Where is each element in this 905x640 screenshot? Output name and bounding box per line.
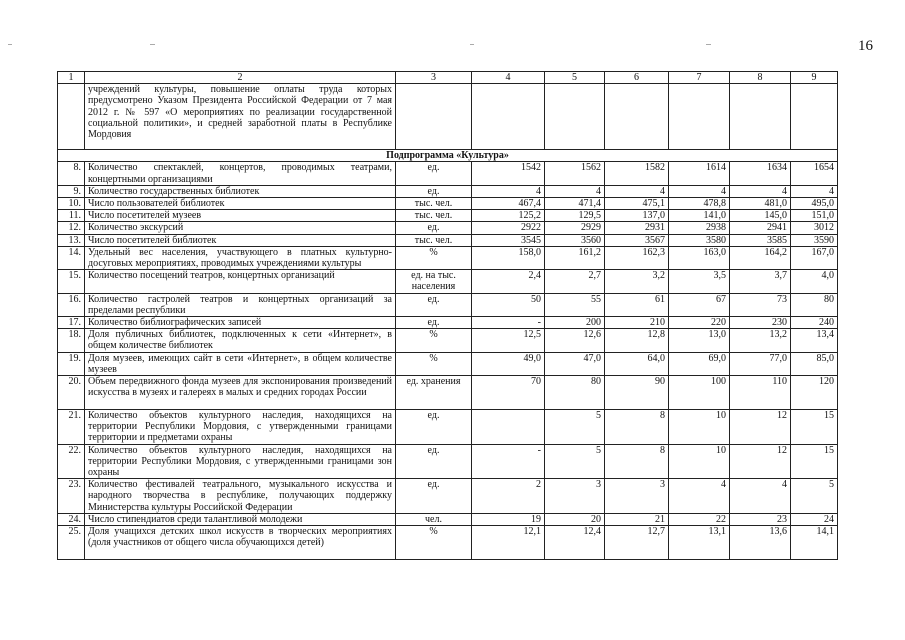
- table-row: [58, 222, 838, 234]
- value-cell: 495,0: [791, 198, 838, 210]
- value-cell: 5: [545, 410, 605, 445]
- table-row: [58, 444, 838, 479]
- unit: ед. хранения: [396, 376, 472, 410]
- indicator-name: Доля публичных библиотек, подключенных к сети «Интернет», в общем количестве библиотек: [85, 329, 396, 352]
- table-row: [58, 317, 838, 329]
- unit: %: [396, 329, 472, 352]
- value-cell: 4: [545, 185, 605, 197]
- value-cell: 13,1: [669, 526, 730, 560]
- value-cell: 1654: [791, 162, 838, 185]
- value-cell: 125,2: [472, 210, 545, 222]
- row-number: 24.: [58, 513, 85, 525]
- indicator-name: Число стипендиатов среди талантливой молодежи: [85, 513, 396, 525]
- page-number: 16: [858, 38, 873, 54]
- value-cell: 3,2: [605, 270, 669, 293]
- indicator-name: Количество спектаклей, концертов, проводимых театрами, концертными организациями: [85, 162, 396, 185]
- value-cell: 55: [545, 293, 605, 316]
- indicator-name: Количество библиографических записей: [85, 317, 396, 329]
- indicator-name: Количество экскурсий: [85, 222, 396, 234]
- value-cell: 21: [605, 513, 669, 525]
- row-number: 15.: [58, 270, 85, 293]
- unit: ед.: [396, 410, 472, 445]
- unit: ед.: [396, 293, 472, 316]
- value-cell: 240: [791, 317, 838, 329]
- table-row: [58, 198, 838, 210]
- value-cell: 4: [605, 185, 669, 197]
- col-num-3: 3: [396, 72, 472, 84]
- continuation-row: [58, 84, 838, 150]
- value-cell: 12,8: [605, 329, 669, 352]
- table-row: [58, 234, 838, 246]
- value-cell: 5: [791, 479, 838, 514]
- value-cell: 15: [791, 410, 838, 445]
- value-cell: 4,0: [791, 270, 838, 293]
- value-cell: 24: [791, 513, 838, 525]
- col-num-1: 1: [58, 72, 85, 84]
- value-cell: 4: [730, 479, 791, 514]
- value-cell: 1562: [545, 162, 605, 185]
- col-num-9: 9: [791, 72, 838, 84]
- value-cell: 141,0: [669, 210, 730, 222]
- row-number: 14.: [58, 246, 85, 269]
- value-cell: 80: [545, 376, 605, 410]
- value-cell: 151,0: [791, 210, 838, 222]
- indicator-name: Количество объектов культурного наследия, находящихся на территории Республики Мордовия, с утвержденными границами зон охраны: [85, 444, 396, 479]
- value-cell: 2929: [545, 222, 605, 234]
- row-number: 21.: [58, 410, 85, 445]
- value-cell: 1542: [472, 162, 545, 185]
- value-cell: 4: [472, 185, 545, 197]
- row-number: 10.: [58, 198, 85, 210]
- row-number: 20.: [58, 376, 85, 410]
- value-cell: 5: [545, 444, 605, 479]
- value-cell: 481,0: [730, 198, 791, 210]
- value-cell: 13,4: [791, 329, 838, 352]
- table-row: [58, 329, 838, 352]
- row-number: 18.: [58, 329, 85, 352]
- value-cell: 475,1: [605, 198, 669, 210]
- value-cell: 12,6: [545, 329, 605, 352]
- indicator-name: Количество гастролей театров и концертных организаций за пределами республики: [85, 293, 396, 316]
- value-cell: 4: [791, 185, 838, 197]
- value-cell: 90: [605, 376, 669, 410]
- col-num-7: 7: [669, 72, 730, 84]
- value-cell: 4: [669, 185, 730, 197]
- value-cell: 2,4: [472, 270, 545, 293]
- col-num-2: 2: [85, 72, 396, 84]
- table-row: [58, 352, 838, 375]
- value-cell: 3,7: [730, 270, 791, 293]
- value-cell: 69,0: [669, 352, 730, 375]
- value-cell: 19: [472, 513, 545, 525]
- value-cell: [472, 410, 545, 445]
- value-cell: 23: [730, 513, 791, 525]
- value-cell: 200: [545, 317, 605, 329]
- col-num-4: 4: [472, 72, 545, 84]
- value-cell: 13,2: [730, 329, 791, 352]
- value-cell: 22: [669, 513, 730, 525]
- value-cell: 12: [730, 444, 791, 479]
- value-cell: 12: [730, 410, 791, 445]
- value-cell: 13,0: [669, 329, 730, 352]
- value-cell: 120: [791, 376, 838, 410]
- table-row: [58, 479, 838, 514]
- value-cell: 80: [791, 293, 838, 316]
- value-cell: 478,8: [669, 198, 730, 210]
- value-cell: 73: [730, 293, 791, 316]
- value-cell: 3: [605, 479, 669, 514]
- value-cell: 3590: [791, 234, 838, 246]
- value-cell: 15: [791, 444, 838, 479]
- indicator-name: Число посетителей библиотек: [85, 234, 396, 246]
- scan-mark: [706, 44, 711, 45]
- indicator-name: Удельный вес населения, участвующего в платных культурно-досуговых мероприятиях, проводимых учреждениями культуры: [85, 246, 396, 269]
- value-cell: 1614: [669, 162, 730, 185]
- value-cell: 2: [472, 479, 545, 514]
- value-cell: 8: [605, 444, 669, 479]
- value-cell: 163,0: [669, 246, 730, 269]
- unit: ед. на тыс. населения: [396, 270, 472, 293]
- unit: ед.: [396, 444, 472, 479]
- value-cell: 2941: [730, 222, 791, 234]
- unit: тыс. чел.: [396, 210, 472, 222]
- value-cell: 137,0: [605, 210, 669, 222]
- value-cell: 2,7: [545, 270, 605, 293]
- value-cell: 2922: [472, 222, 545, 234]
- row-number: 13.: [58, 234, 85, 246]
- value-cell: 3585: [730, 234, 791, 246]
- value-cell: 10: [669, 410, 730, 445]
- value-cell: 162,3: [605, 246, 669, 269]
- col-num-8: 8: [730, 72, 791, 84]
- unit: ед.: [396, 479, 472, 514]
- value-cell: 12,7: [605, 526, 669, 560]
- value-cell: 13,6: [730, 526, 791, 560]
- value-cell: 110: [730, 376, 791, 410]
- indicator-name: Доля учащихся детских школ искусств в творческих мероприятиях (доля участников от общего числа обучающихся детей): [85, 526, 396, 560]
- subprogram-row: [58, 150, 838, 162]
- value-cell: 3580: [669, 234, 730, 246]
- unit: %: [396, 352, 472, 375]
- value-cell: 3: [545, 479, 605, 514]
- indicator-name: Количество государственных библиотек: [85, 185, 396, 197]
- row-number: 16.: [58, 293, 85, 316]
- row-number: 22.: [58, 444, 85, 479]
- row-number: 19.: [58, 352, 85, 375]
- value-cell: 8: [605, 410, 669, 445]
- indicator-name: Доля музеев, имеющих сайт в сети «Интернет», в общем количестве музеев: [85, 352, 396, 375]
- subprogram-title: Подпрограмма «Культура»: [58, 150, 838, 162]
- value-cell: 77,0: [730, 352, 791, 375]
- col-num-5: 5: [545, 72, 605, 84]
- unit: ед.: [396, 162, 472, 185]
- unit: тыс. чел.: [396, 234, 472, 246]
- value-cell: 49,0: [472, 352, 545, 375]
- value-cell: 3545: [472, 234, 545, 246]
- value-cell: 2931: [605, 222, 669, 234]
- indicator-name: Количество фестивалей театрального, музыкального искусства и народного творчества в республике, получающих поддержку Министерства культуры Российской Федерации: [85, 479, 396, 514]
- continuation-text: учреждений культуры, повышение оплаты труда которых предусмотрено Указом Президента Российской Федерации от 7 мая 2012 г. № 597 «О мероприятиях по реализации государственной социальной политики», и средней заработной платы в Республике Мордовия: [85, 84, 396, 150]
- value-cell: 129,5: [545, 210, 605, 222]
- value-cell: 158,0: [472, 246, 545, 269]
- indicators-table: [57, 71, 838, 560]
- value-cell: 47,0: [545, 352, 605, 375]
- scan-mark: [8, 44, 12, 45]
- indicator-name: Количество посещений театров, концертных организаций: [85, 270, 396, 293]
- value-cell: 210: [605, 317, 669, 329]
- value-cell: 12,5: [472, 329, 545, 352]
- row-number: 17.: [58, 317, 85, 329]
- column-number-row: [58, 72, 838, 84]
- value-cell: 10: [669, 444, 730, 479]
- indicator-name: Объем передвижного фонда музеев для экспонирования произведений искусства в музеях и галереях в малых и средних городах России: [85, 376, 396, 410]
- value-cell: 64,0: [605, 352, 669, 375]
- scan-mark: [470, 44, 474, 45]
- table-row: [58, 410, 838, 445]
- indicator-name: Количество объектов культурного наследия, находящихся на территории Республики Мордовия, с утвержденными границами территории и предметами охраны: [85, 410, 396, 445]
- value-cell: 12,4: [545, 526, 605, 560]
- value-cell: 471,4: [545, 198, 605, 210]
- table-row: [58, 513, 838, 525]
- value-cell: 2938: [669, 222, 730, 234]
- unit: ед.: [396, 222, 472, 234]
- value-cell: -: [472, 444, 545, 479]
- value-cell: 3567: [605, 234, 669, 246]
- row-number: 23.: [58, 479, 85, 514]
- value-cell: 220: [669, 317, 730, 329]
- value-cell: 14,1: [791, 526, 838, 560]
- unit: %: [396, 526, 472, 560]
- value-cell: 3,5: [669, 270, 730, 293]
- unit: тыс. чел.: [396, 198, 472, 210]
- value-cell: 167,0: [791, 246, 838, 269]
- value-cell: 67: [669, 293, 730, 316]
- value-cell: 50: [472, 293, 545, 316]
- unit: ед.: [396, 185, 472, 197]
- value-cell: 20: [545, 513, 605, 525]
- row-number: 12.: [58, 222, 85, 234]
- value-cell: 61: [605, 293, 669, 316]
- value-cell: 230: [730, 317, 791, 329]
- value-cell: 161,2: [545, 246, 605, 269]
- value-cell: 70: [472, 376, 545, 410]
- value-cell: 3560: [545, 234, 605, 246]
- table-row: [58, 246, 838, 269]
- table-row: [58, 185, 838, 197]
- value-cell: 164,2: [730, 246, 791, 269]
- indicator-name: Число посетителей музеев: [85, 210, 396, 222]
- row-number: 8.: [58, 162, 85, 185]
- value-cell: 145,0: [730, 210, 791, 222]
- table-row: [58, 162, 838, 185]
- value-cell: 467,4: [472, 198, 545, 210]
- unit: %: [396, 246, 472, 269]
- row-number: 9.: [58, 185, 85, 197]
- value-cell: 4: [730, 185, 791, 197]
- value-cell: 3012: [791, 222, 838, 234]
- row-number: 11.: [58, 210, 85, 222]
- table-row: [58, 293, 838, 316]
- scan-mark: [150, 44, 155, 45]
- value-cell: 85,0: [791, 352, 838, 375]
- unit: ед.: [396, 317, 472, 329]
- value-cell: 4: [669, 479, 730, 514]
- indicator-name: Число пользователей библиотек: [85, 198, 396, 210]
- value-cell: 100: [669, 376, 730, 410]
- value-cell: 1634: [730, 162, 791, 185]
- table-row: [58, 376, 838, 410]
- col-num-6: 6: [605, 72, 669, 84]
- row-number: 25.: [58, 526, 85, 560]
- table-row: [58, 210, 838, 222]
- unit: чел.: [396, 513, 472, 525]
- value-cell: 12,1: [472, 526, 545, 560]
- table-row: [58, 526, 838, 560]
- value-cell: -: [472, 317, 545, 329]
- table-row: [58, 270, 838, 293]
- value-cell: 1582: [605, 162, 669, 185]
